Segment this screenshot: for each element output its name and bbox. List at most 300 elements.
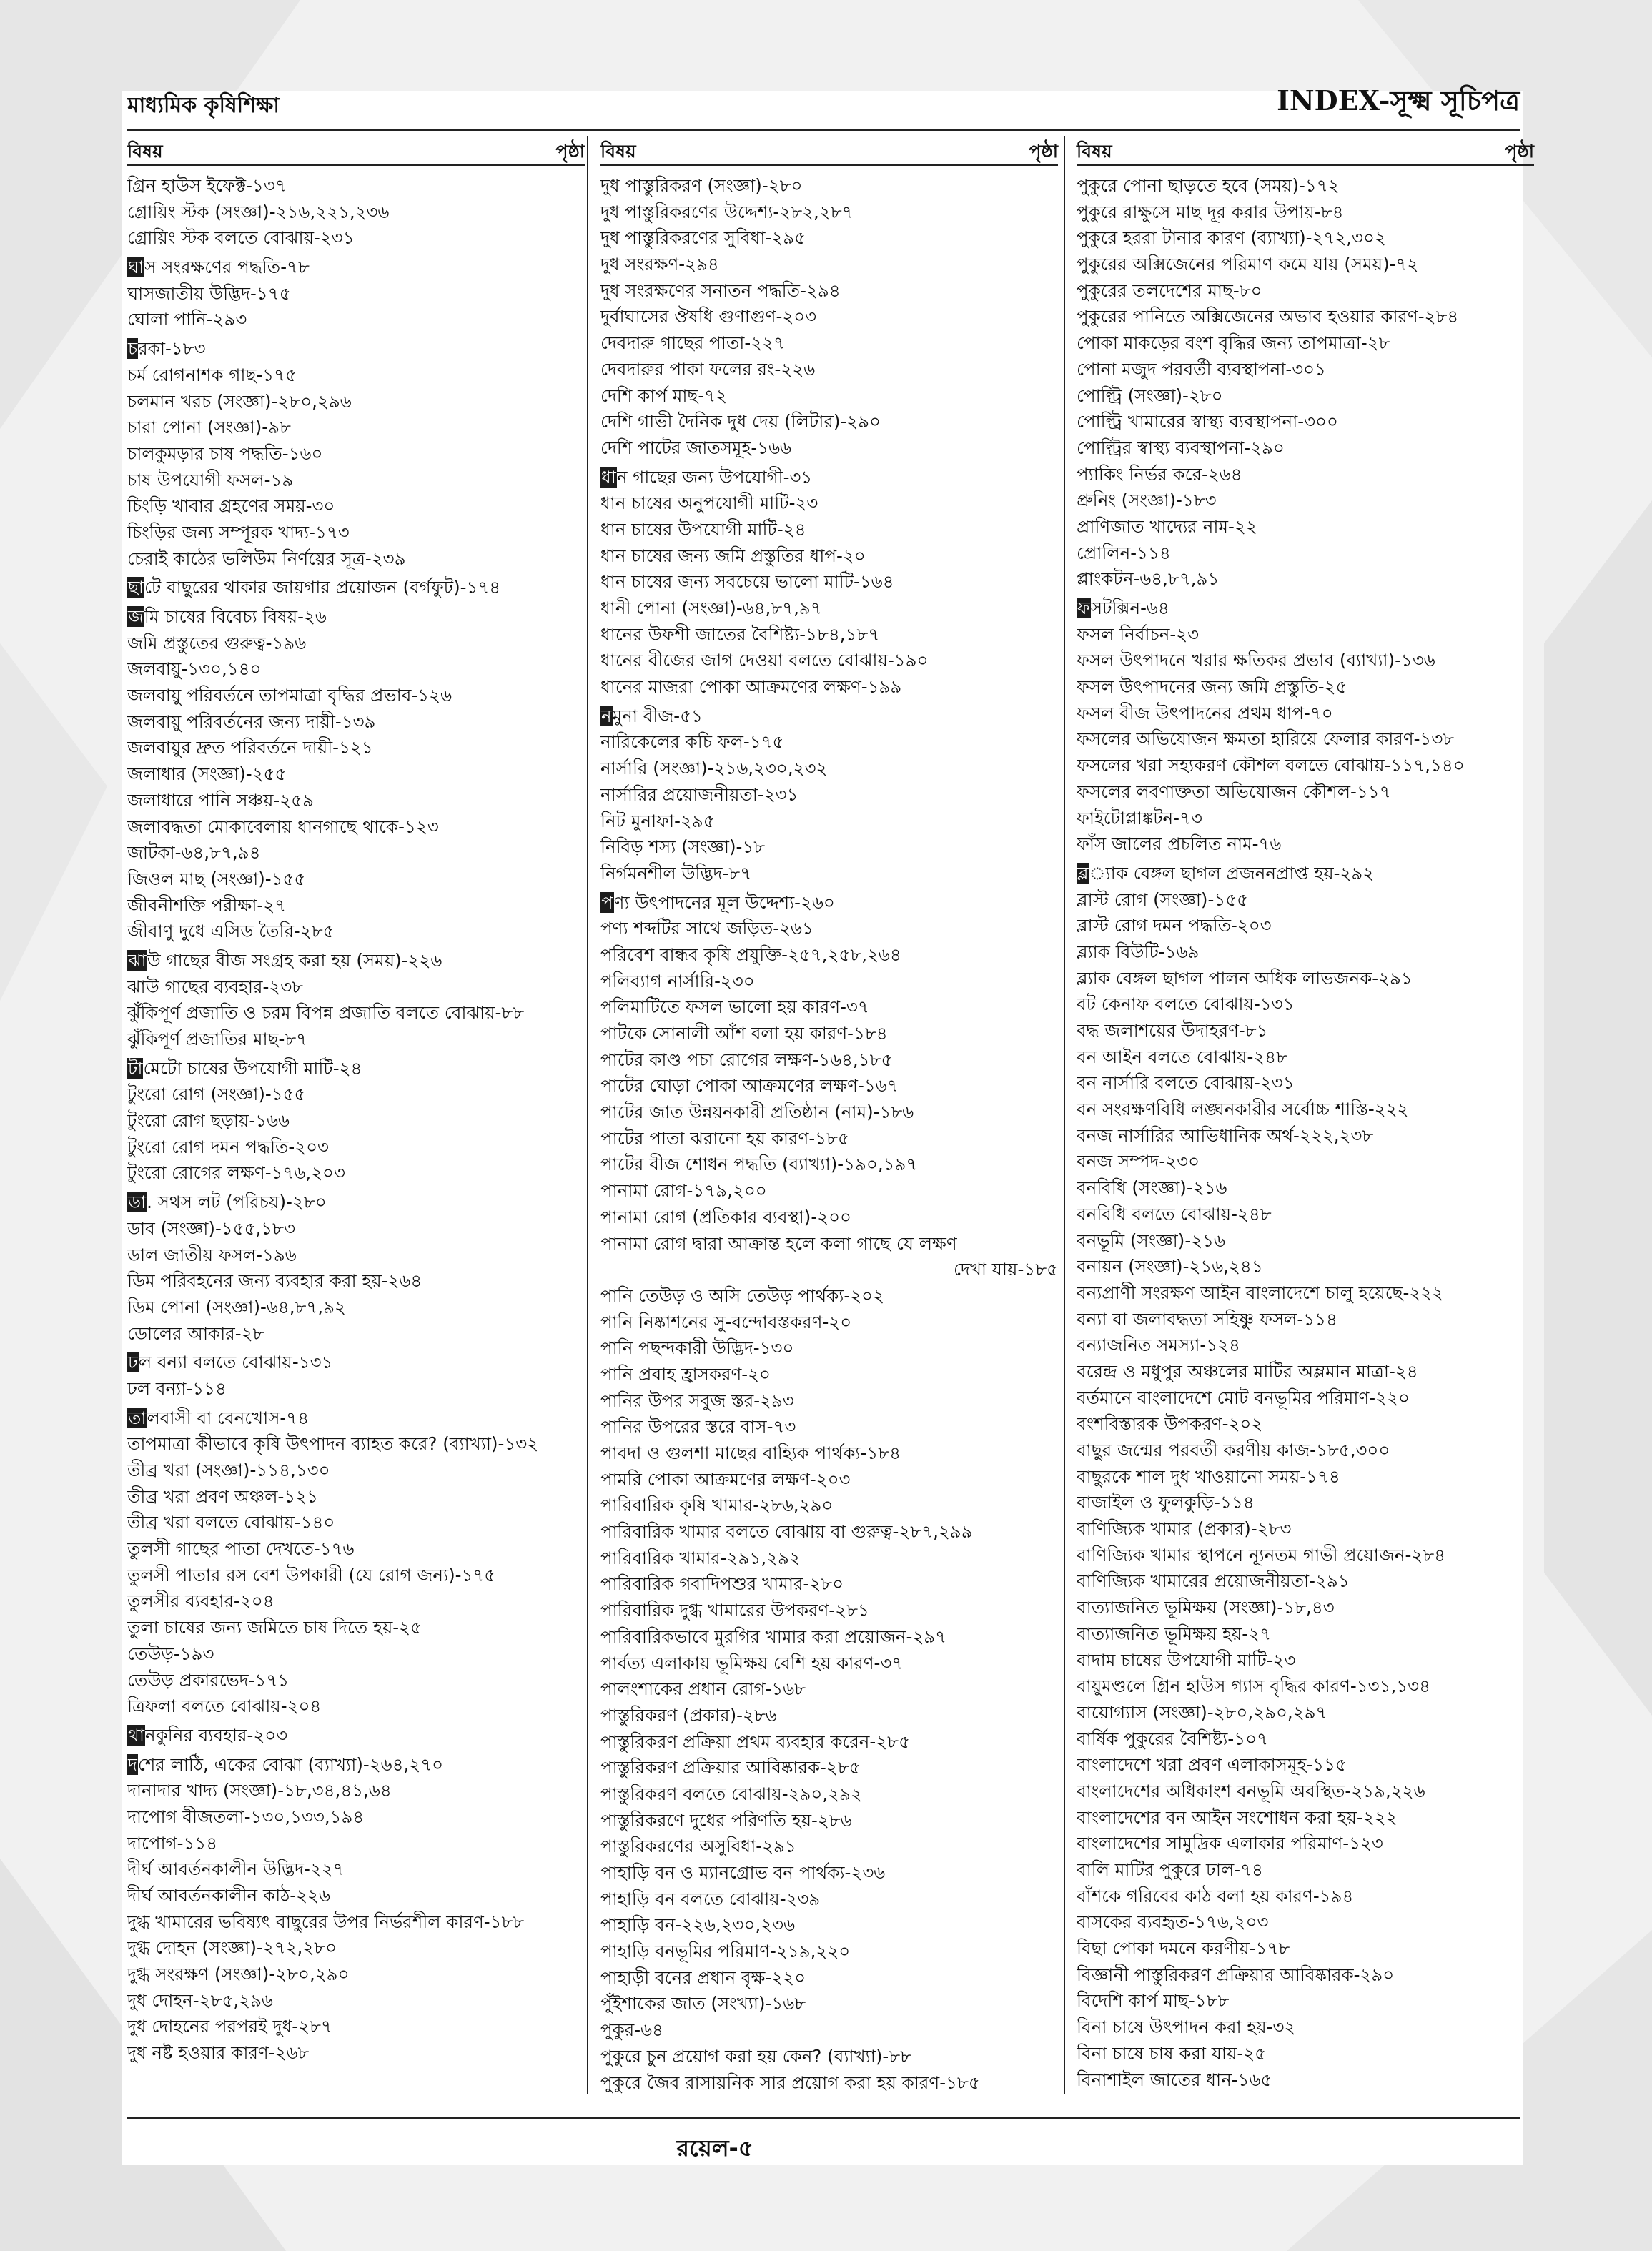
index-entry: [1077, 252, 1534, 278]
index-column-3: [1077, 136, 1534, 2093]
index-entry: [600, 834, 1058, 861]
entry-text: পানি নিষ্কাশনের সু-বন্দোবস্তকরণ-২০: [600, 1311, 852, 1332]
entry-text: ণ্য উৎপাদনের মূল উদ্দেশ্য-২৬০: [613, 891, 835, 913]
entry-text: বট কেনাফ বলতে বোঝায়-১৩১: [1077, 994, 1295, 1015]
index-entry: [127, 788, 585, 814]
index-entry: [127, 1961, 585, 1988]
entry-text: দুধ দোহন-২৮৫,২৯৬: [127, 1989, 273, 2011]
entry-text: ডোলের আকার-২৮: [127, 1322, 264, 1344]
entry-text: নকুনির ব্যবহার-২০৩: [144, 1724, 288, 1746]
entry-list: [127, 173, 585, 2067]
entry-text: দুধ সংরক্ষণ-২৯৪: [600, 254, 719, 275]
section-initial: ন: [601, 705, 612, 726]
entry-text: ঘোলা পানি-২৯৩: [127, 309, 247, 330]
entry-text: পারিবারিক গবাদিপশুর খামার-২৮০: [600, 1573, 844, 1595]
index-entry: [1077, 1726, 1534, 1753]
index-entry: [1077, 726, 1534, 753]
index-entry: [1077, 1884, 1534, 1910]
entry-text: জলবায়ু পরিবর্তনে তাপমাত্রা বৃদ্ধির প্রভাব-১২৬: [127, 685, 452, 706]
entry-text: বাজাইল ও ফুলকুড়ি-১১৪: [1077, 1492, 1255, 1513]
entry-text: পাবদা ও গুলশা মাছের বাহ্যিক পার্থক্য-১৮৪: [600, 1443, 901, 1463]
entry-text: ফসল উৎপাদনের জন্য জমি প্রস্তুতি-২৫: [1077, 676, 1347, 698]
entry-text: বাণিজ্যিক খামার স্থাপনে ন্যূনতম গাভী প্রয়োজন-২৮৪: [1077, 1544, 1446, 1565]
entry-list: [600, 173, 1058, 2096]
index-entry: [600, 756, 1058, 782]
index-entry: [600, 674, 1058, 701]
index-entry: [1077, 1123, 1534, 1149]
index-entry: [600, 1939, 1058, 1965]
index-entry: [1077, 966, 1534, 992]
index-entry: [1077, 1018, 1534, 1044]
index-entry: [600, 1965, 1058, 1992]
entry-text: ফসলের অভিযোজন ক্ষমতা হারিয়ে ফেলার কারণ-১৩৮: [1077, 728, 1455, 750]
index-entry: [600, 595, 1058, 622]
entry-text: তেউড়-১৯৩: [127, 1643, 214, 1664]
entry-text: গ্রোয়িং স্টক (সংজ্ঞা)-২১৬,২২১,২৩৬: [127, 201, 390, 222]
entry-text: টুংরো রোগ ছড়ায়-১৬৬: [127, 1110, 290, 1132]
entry-text: পানামা রোগ দ্বারা আক্রান্ত হলে কলা গাছে যে লক্ষণ: [600, 1232, 957, 1254]
index-entry: [600, 304, 1058, 330]
index-entry: [600, 1729, 1058, 1756]
index-entry: [1077, 409, 1534, 435]
index-entry: [1077, 1857, 1534, 1884]
index-title: INDEX-সূক্ষ্ম সূচিপত্র: [1277, 84, 1520, 117]
page-label: পৃষ্ঠা: [555, 141, 585, 162]
entry-text: ন গাছের জন্য উপযোগী-৩১: [616, 466, 813, 488]
index-entry: [127, 307, 585, 333]
section-initial: প: [601, 891, 613, 913]
index-entry: [1077, 1752, 1534, 1778]
section-initial: ডা: [128, 1192, 147, 1213]
entry-text: বন্যপ্রাণী সংরক্ষণ আইন বাংলাদেশে চালু হয়েছে-২২২: [1077, 1282, 1444, 1303]
index-entry: [1077, 1464, 1534, 1490]
index-entry: [1077, 1332, 1534, 1359]
index-entry: [1077, 939, 1534, 966]
entry-text: চেরাই কাঠের ভলিউম নির্ণয়ের সূত্র-২৩৯: [127, 548, 406, 569]
entry-text: জমি প্রস্তুতের গুরুত্ব-১৯৬: [127, 632, 307, 653]
entry-text: পারিবারিক খামার-২৯১,২৯২: [600, 1547, 801, 1568]
entry-text: বনায়ন (সংজ্ঞা)-২১৬,২৪১: [1077, 1256, 1263, 1277]
section-initial: ফ: [1077, 598, 1090, 618]
index-entry: [127, 1268, 585, 1295]
entry-text: বন নার্সারি বলতে বোঝায়-২৩১: [1077, 1072, 1295, 1094]
section-initial: ঝা: [128, 949, 147, 971]
index-entry: [600, 409, 1058, 435]
index-entry: [127, 1189, 585, 1216]
entry-text: ব্ল্যাক বেঙ্গল ছাগল পালন অধিক লাভজনক-২৯১: [1077, 967, 1413, 989]
entry-text: ঝুঁকিপূর্ণ প্রজাতির মাছ-৮৭: [127, 1029, 308, 1049]
entry-text: পাহাড়ি বনভূমির পরিমাণ-২১৯,২২০: [600, 1941, 851, 1962]
entry-text: পানি প্রবাহ হ্রাসকরণ-২০: [600, 1363, 771, 1385]
index-entry: [600, 1860, 1058, 1886]
entry-text: উ গাছের বীজ সংগ্রহ করা হয় (সময়)-২২৬: [147, 949, 442, 971]
index-entry: [600, 199, 1058, 226]
entry-text: ্যাক বেঙ্গল ছাগল প্রজননপ্রাপ্ত হয়-২৯২: [1089, 862, 1375, 884]
entry-text: বাণিজ্যিক খামারের প্রয়োজনীয়তা-২৯১: [1077, 1570, 1350, 1592]
index-entry: [600, 890, 1058, 916]
entry-text: পুকুরের তলদেশের মাছ-৮০: [1077, 279, 1262, 301]
index-entry: [1077, 278, 1534, 305]
entry-text: পোল্ট্রির স্বাস্থ্য ব্যবস্থাপনা-২৯০: [1077, 437, 1285, 458]
index-entry: [127, 1693, 585, 1720]
index-entry: [127, 604, 585, 630]
index-entry: [600, 1073, 1058, 1099]
entry-text: নিবিড় শস্য (সংজ্ঞা)-১৮: [600, 836, 766, 858]
entry-text: পারিবারিক খামার বলতে বোঝায় বা গুরুত্ব-২৮৭,২৯৯: [600, 1521, 973, 1543]
index-entry: [600, 1310, 1058, 1336]
entry-text: ধান চাষের জন্য সবচেয়ে ভালো মাটি-১৬৪: [600, 571, 894, 593]
entry-text: লবাসী বা বেনখোস-৭৪: [147, 1407, 310, 1428]
entry-text: পুকুরে চুন প্রয়োগ করা হয় কেন? (ব্যাখ্যা)-৮৮: [600, 2045, 912, 2067]
index-entry: [127, 546, 585, 573]
entry-text: দেশি গাভী দৈনিক দুধ দেয় (লিটার)-২৯০: [600, 411, 881, 432]
index-entry: [127, 683, 585, 709]
entry-text: বিনা চাষে চাষ করা যায়-২৫: [1077, 2042, 1267, 2064]
index-entry: [127, 173, 585, 199]
index-entry: [1077, 1097, 1534, 1123]
index-entry: [600, 543, 1058, 570]
section-initial: জ: [128, 606, 144, 627]
entry-text: দেশি কার্প মাছ-৭২: [600, 385, 728, 406]
entry-text: বনবিধি (সংজ্ঞা)-২১৬: [1077, 1177, 1227, 1199]
entry-text: চলমান খরচ (সংজ্ঞা)-২৮০,২৯৬: [127, 390, 352, 412]
index-entry: [1077, 861, 1534, 887]
index-entry: [1077, 1805, 1534, 1831]
entry-text: নিট মুনাফা-২৯৫: [600, 810, 715, 831]
index-entry: [600, 1834, 1058, 1860]
index-entry: [600, 1545, 1058, 1572]
index-entry: [1077, 383, 1534, 410]
entry-text: বাত্যাজনিত ভূমিক্ষয় (সংজ্ঞা)-১৮,৪৩: [1077, 1597, 1335, 1618]
index-entry: [1077, 1307, 1534, 1333]
entry-text: পাটের বীজ শোধন পদ্ধতি (ব্যাখ্যা)-১৯০,১৯৭: [600, 1154, 918, 1175]
entry-text: দুধ সংরক্ষণের সনাতন পদ্ধতি-২৯৪: [600, 279, 841, 301]
index-entry: [1077, 1673, 1534, 1700]
entry-text: ফসলের খরা সহ্যকরণ কৌশল বলতে বোঝায়-১১৭,১৪০: [1077, 755, 1465, 776]
entry-text: জীবাণু দুধে এসিড তৈরি-২৮৫: [127, 921, 335, 942]
index-entry: [1077, 1543, 1534, 1569]
index-entry: [127, 281, 585, 307]
entry-text: তাপমাত্রা কীভাবে কৃষি উৎপাদন ব্যাহত করে? (ব্যাখ্যা)-১৩২: [127, 1433, 539, 1455]
entry-text: মেটো চাষের উপযোগী মাটি-২৪: [143, 1057, 362, 1079]
index-entry: [1077, 1962, 1534, 1989]
entry-text: টুংরো রোগের লক্ষণ-১৭৬,২০৩: [127, 1162, 345, 1184]
entry-text: প্রুনিং (সংজ্ঞা)-১৮৩: [1077, 490, 1217, 511]
index-entry: [127, 1778, 585, 1804]
entry-text: . সথস লট (পরিচয়)-২৮০: [147, 1192, 327, 1213]
section-initial: ঢ: [128, 1352, 138, 1373]
page-header: [127, 84, 1520, 131]
entry-text: ডিম পোনা (সংজ্ঞা)-৬৪,৮৭,৯২: [127, 1296, 346, 1317]
index-entry: [1077, 1175, 1534, 1202]
entry-text: জিওল মাছ (সংজ্ঞা)-১৫৫: [127, 868, 306, 889]
index-entry: [1077, 1044, 1534, 1071]
entry-text: পানামা রোগ (প্রতিকার ব্যবস্থা)-২০০: [600, 1206, 851, 1227]
index-entry: [600, 357, 1058, 383]
entry-text: বালি মাটির পুকুরে ঢাল-৭৪: [1077, 1859, 1263, 1880]
entry-text: রকা-১৮৩: [138, 338, 206, 360]
index-entry: [127, 1988, 585, 2014]
entry-text: ধানের বীজের জাগ দেওয়া বলতে বোঝায়-১৯০: [600, 650, 929, 671]
subject-label: বিষয়: [600, 141, 636, 162]
index-entry: [600, 1126, 1058, 1152]
index-entry: [1077, 540, 1534, 567]
index-entry: [1077, 913, 1534, 939]
index-entry: [127, 336, 585, 362]
entry-text: তীব্র খরা বলতে বোঝায়-১৪০: [127, 1512, 335, 1533]
entry-text: জীবনীশক্তি পরীক্ষা-২৭: [127, 894, 287, 916]
entry-text: পুকুরের পানিতে অক্সিজেনের অভাব হওয়ার কারণ-২৮৪: [1077, 306, 1459, 327]
index-entry: [127, 1536, 585, 1563]
index-entry: [127, 919, 585, 945]
index-entry: [600, 1519, 1058, 1545]
entry-text: চাষ উপযোগী ফসল-১৯: [127, 469, 294, 490]
entry-text: পানামা রোগ-১৭৯,২০০: [600, 1180, 767, 1202]
entry-text: দুগ্ধ দোহন (সংজ্ঞা)-২৭২,২৮০: [127, 1937, 337, 1959]
entry-text: ফসল বীজ উৎপাদনের প্রথম ধাপ-৭০: [1077, 702, 1333, 723]
entry-text: ধান চাষের অনুপযোগী মাটি-২৩: [600, 493, 818, 514]
index-entry: [127, 948, 585, 974]
index-entry: [600, 1099, 1058, 1126]
index-entry: [1077, 753, 1534, 779]
entry-text: পুকুরে রাক্ষুসে মাছ দূর করার উপায়-৮৪: [1077, 201, 1344, 222]
entry-text: টুংরো রোগ দমন পদ্ধতি-২০৩: [127, 1136, 329, 1157]
index-entry: [600, 1886, 1058, 1913]
entry-text: দেবদারু গাছের পাতা-২২৭: [600, 332, 785, 354]
entry-text: পানির উপরের স্তরে বাস-৭৩: [600, 1416, 796, 1438]
index-entry: [600, 490, 1058, 517]
entry-text: দীর্ঘ আবর্তনকালীন কাঠ-২২৬: [127, 1885, 330, 1906]
entry-text: বনভূমি (সংজ্ঞা)-২১৬: [1077, 1230, 1225, 1251]
entry-text: জাটকা-৬৪,৮৭,৯৪: [127, 842, 261, 864]
index-entry: [600, 1912, 1058, 1939]
column-header: [600, 136, 1058, 166]
index-entry: [127, 1405, 585, 1432]
entry-text: দাপোগ-১১৪: [127, 1832, 218, 1854]
entry-text: বংশবিস্তারক উপকরণ-২০২: [1077, 1413, 1263, 1435]
entry-text: পাস্তুরিকরণে দুধের পরিণতি হয়-২৮৬: [600, 1809, 852, 1831]
index-entry: [1077, 1149, 1534, 1175]
index-entry: [600, 1676, 1058, 1703]
index-entry: [127, 1484, 585, 1510]
index-entry: [600, 1755, 1058, 1781]
book-title: মাধ্যমিক কৃষিশিক্ষা: [127, 93, 280, 118]
index-entry: [600, 1624, 1058, 1651]
index-entry: [1077, 1359, 1534, 1385]
entry-text: পুকুরে পোনা ছাড়তে হবে (সময়)-১৭২: [1077, 175, 1340, 196]
entry-text: বাণিজ্যিক খামার (প্রকার)-২৮৩: [1077, 1518, 1292, 1540]
index-entry: [127, 1458, 585, 1484]
entry-text: বনজ নার্সারির আভিধানিক অর্থ-২২২,২৩৮: [1077, 1124, 1374, 1146]
entry-text: পোল্ট্রি খামারের স্বাস্থ্য ব্যবস্থাপনা-৩০০: [1077, 411, 1338, 432]
index-entry: [600, 622, 1058, 648]
index-entry: [1077, 1202, 1534, 1228]
entry-text: বদ্ধ জলাশয়ের উদাহরণ-৮১: [1077, 1020, 1268, 1041]
index-entry: [1077, 488, 1534, 514]
index-entry: [1077, 622, 1534, 648]
entry-text: পুকুর-৬৪: [600, 2019, 663, 2041]
entry-text: বন্যা বা জলাবদ্ধতা সহিষ্ণু ফসল-১১৪: [1077, 1308, 1337, 1330]
index-entry: [127, 709, 585, 736]
index-entry: [1077, 1438, 1534, 1464]
index-entry: [127, 1615, 585, 1641]
index-entry: [600, 1178, 1058, 1204]
entry-text: মি চাষের বিবেচ্য বিষয়-২৬: [144, 606, 327, 627]
index-entry: [1077, 991, 1534, 1018]
column-header: [127, 136, 585, 166]
entry-text: পুঁইশাকের জাত (সংখ্যা)-১৬৮: [600, 1993, 806, 2014]
index-entry: [600, 861, 1058, 887]
subject-label: বিষয়: [1077, 141, 1112, 162]
entry-text: বাংলাদেশের সামুদ্রিক এলাকার পরিমাণ-১২৩: [1077, 1833, 1383, 1854]
entry-text: চিংড়ি খাবার গ্রহণের সময়-৩০: [127, 495, 335, 517]
entry-text: ফসলের লবণাক্ততা অভিযোজন কৌশল-১১৭: [1077, 781, 1391, 802]
entry-text: পালংশাকের প্রধান রোগ-১৬৮: [600, 1678, 806, 1700]
index-entry: [127, 415, 585, 441]
index-column-1: [127, 136, 585, 2067]
entry-text: ধানের মাজরা পোকা আক্রমণের লক্ষণ-১৯৯: [600, 676, 902, 698]
entry-text: চিংড়ির জন্য সম্পূরক খাদ্য-১৭৩: [127, 521, 350, 543]
entry-text: ফসল উৎপাদনে খরার ক্ষতিকর প্রভাব (ব্যাখ্যা)-১৩৬: [1077, 650, 1435, 671]
section-initial: চ: [128, 338, 138, 360]
index-entry: [127, 1831, 585, 1857]
entry-text: ডাব (সংজ্ঞা)-১৫৫,১৮৩: [127, 1217, 296, 1239]
index-entry: [127, 1641, 585, 1668]
entry-text: দুগ্ধ খামারের ভবিষ্যৎ বাছুরের উপর নির্ভরশীল কারণ-১৮৮: [127, 1911, 525, 1932]
page-label: পৃষ্ঠা: [1505, 141, 1534, 162]
index-entry: [600, 1231, 1058, 1257]
subject-label: বিষয়: [127, 141, 163, 162]
entry-text: প্লাংকটন-৬৪,৮৭,৯১: [1077, 568, 1220, 590]
index-entry: [600, 994, 1058, 1021]
index-entry: [600, 1703, 1058, 1729]
index-entry: [127, 1752, 585, 1778]
index-entry: [600, 916, 1058, 942]
entry-text: পাহাড়ি বন ও ম্যানগ্রোভ বন পার্থক্য-২৩৬: [600, 1862, 886, 1883]
entry-text: পুকুরে জৈব রাসায়নিক সার প্রয়োগ করা হয় কারণ-১৮৫: [600, 2072, 980, 2093]
entry-text: দুধ পাস্তুরিকরণের উদ্দেশ্য-২৮২,২৮৭: [600, 201, 854, 222]
index-entry: [600, 1204, 1058, 1231]
entry-text: বন সংরক্ষণবিধি লঙ্ঘনকারীর সর্বোচ্চ শাস্তি-২২২: [1077, 1099, 1409, 1120]
index-entry: [127, 840, 585, 866]
section-initial: টা: [128, 1057, 143, 1079]
entry-text: বাছুরকে শাল দুধ খাওয়ানো সময়-১৭৪: [1077, 1465, 1340, 1487]
index-entry: [127, 1723, 585, 1749]
index-entry: [127, 893, 585, 919]
index-entry: [127, 1588, 585, 1615]
entry-text: বনবিধি বলতে বোঝায়-২৪৮: [1077, 1203, 1272, 1225]
entry-text: পাহাড়ি বন বলতে বোঝায়-২৩৯: [600, 1888, 821, 1909]
entry-text: ঝুঁকিপূর্ণ প্রজাতি ও চরম বিপন্ন প্রজাতি বলতে বোঝায়-৮৮: [127, 1002, 525, 1024]
bottom-rule: [127, 2117, 1520, 2119]
entry-text: গ্রিন হাউস ইফেক্ট-১৩৭: [127, 175, 287, 196]
index-entry: [127, 1563, 585, 1589]
entry-text: দুগ্ধ সংরক্ষণ (সংজ্ঞা)-২৮০,২৯০: [127, 1964, 350, 1985]
entry-text: বাসকের ব্যবহৃত-১৭৬,২০৩: [1077, 1911, 1269, 1933]
index-entry: [127, 1668, 585, 1694]
index-entry: [1077, 330, 1534, 357]
entry-text: পানি পছন্দকারী উদ্ভিদ-১৩০: [600, 1337, 794, 1359]
entry-text: জলাধারে পানি সঞ্চয়-২৫৯: [127, 789, 314, 811]
entry-text: পাটকে সোনালী আঁশ বলা হয় কারণ-১৮৪: [600, 1023, 888, 1044]
index-entry: [1077, 1516, 1534, 1543]
entry-text: ডিম পরিবহনের জন্য ব্যবহার করা হয়-২৬৪: [127, 1270, 422, 1292]
entry-text: পামরি পোকা আক্রমণের লক্ষণ-২০৩: [600, 1468, 851, 1490]
index-entry: [600, 703, 1058, 730]
entry-text: ব্লাস্ট রোগ দমন পদ্ধতি-২০৩: [1077, 915, 1272, 936]
index-entry: [600, 729, 1058, 756]
entry-list: [1077, 173, 1534, 2093]
index-entry: [600, 942, 1058, 969]
index-entry: [600, 2017, 1058, 2044]
index-entry: [127, 389, 585, 415]
index-entry: [600, 1021, 1058, 1047]
entry-text: প্রোলিন-১১৪: [1077, 542, 1171, 563]
index-entry: [1077, 566, 1534, 593]
index-entry: [1077, 1568, 1534, 1595]
column-divider: [1064, 136, 1065, 2094]
index-entry: [127, 493, 585, 520]
section-initial: তা: [128, 1407, 147, 1428]
entry-text: পাটের ঘোড়া পোকা আক্রমণের লক্ষণ-১৬৭: [600, 1075, 899, 1097]
index-entry: [1077, 173, 1534, 199]
entry-text: ফসল নির্বাচন-২৩: [1077, 623, 1200, 645]
index-entry: [600, 2044, 1058, 2070]
entry-text: পণ্য শব্দটির সাথে জড়িত-২৬১: [600, 918, 813, 939]
index-entry: [127, 1935, 585, 1961]
index-entry: [127, 199, 585, 226]
index-entry: [127, 1376, 585, 1402]
index-entry: [127, 761, 585, 788]
entry-text: ফাঁস জালের প্রচলিত নাম-৭৬: [1077, 833, 1282, 855]
entry-text: পাটের কাণ্ড পচা রোগের লক্ষণ-১৬৪,১৮৫: [600, 1049, 893, 1070]
index-entry: [600, 1571, 1058, 1598]
entry-text: দেশি পাটের জাতসমূহ-১৬৬: [600, 437, 791, 458]
entry-text: চর্ম রোগনাশক গাছ-১৭৫: [127, 364, 297, 385]
entry-text: বিনাশাইল জাতের ধান-১৬৫: [1077, 2069, 1272, 2090]
entry-text: ধান চাষের উপযোগী মাটি-২৪: [600, 518, 806, 540]
entry-text: জলবায়ু পরিবর্তনের জন্য দায়ী-১৩৯: [127, 711, 376, 732]
entry-text: ঢল বন্যা-১১৪: [127, 1377, 227, 1399]
entry-text: বার্ষিক পুকুরের বৈশিষ্ট্য-১০৭: [1077, 1728, 1268, 1749]
entry-text: ব্ল্যাক বিউটি-১৬৯: [1077, 941, 1200, 962]
entry-text: নার্সারির প্রয়োজনীয়তা-২৩১: [600, 783, 798, 805]
entry-text: পাস্তুরিকরণ বলতে বোঝায়-২৯০,২৯২: [600, 1783, 862, 1804]
index-entry: [1077, 514, 1534, 540]
index-entry: [1077, 435, 1534, 462]
entry-text: ল বন্যা বলতে বোঝায়-১৩১: [138, 1352, 333, 1373]
index-entry: [600, 1257, 1058, 1283]
index-entry: [600, 1493, 1058, 1519]
index-entry: [1077, 1254, 1534, 1280]
section-initial: ছা: [128, 577, 144, 598]
index-entry: [127, 467, 585, 494]
index-entry: [127, 1350, 585, 1376]
index-entry: [1077, 2014, 1534, 2041]
entry-text: দেখা যায়-১৮৫: [954, 1259, 1058, 1280]
entry-text: পলিমাটিতে ফসল ভালো হয় কারণ-৩৭: [600, 996, 869, 1018]
index-entry: [127, 2014, 585, 2040]
entry-text: দেবদারুর পাকা ফলের রং-২২৬: [600, 358, 816, 380]
index-entry: [127, 630, 585, 657]
entry-text: পোল্ট্রি (সংজ্ঞা)-২৮০: [1077, 385, 1223, 406]
entry-text: পোকা মাকড়ের বংশ বৃদ্ধির জন্য তাপমাত্রা-২৮: [1077, 332, 1390, 354]
entry-text: পার্বত্য এলাকায় ভূমিক্ষয় বেশি হয় কারণ-৩৭: [600, 1652, 904, 1673]
index-entry: [127, 1056, 585, 1082]
entry-text: সটক্সিন-৬৪: [1090, 598, 1169, 618]
index-entry: [127, 1321, 585, 1347]
entry-text: বন আইন বলতে বোঝায়-২৪৮: [1077, 1046, 1288, 1067]
